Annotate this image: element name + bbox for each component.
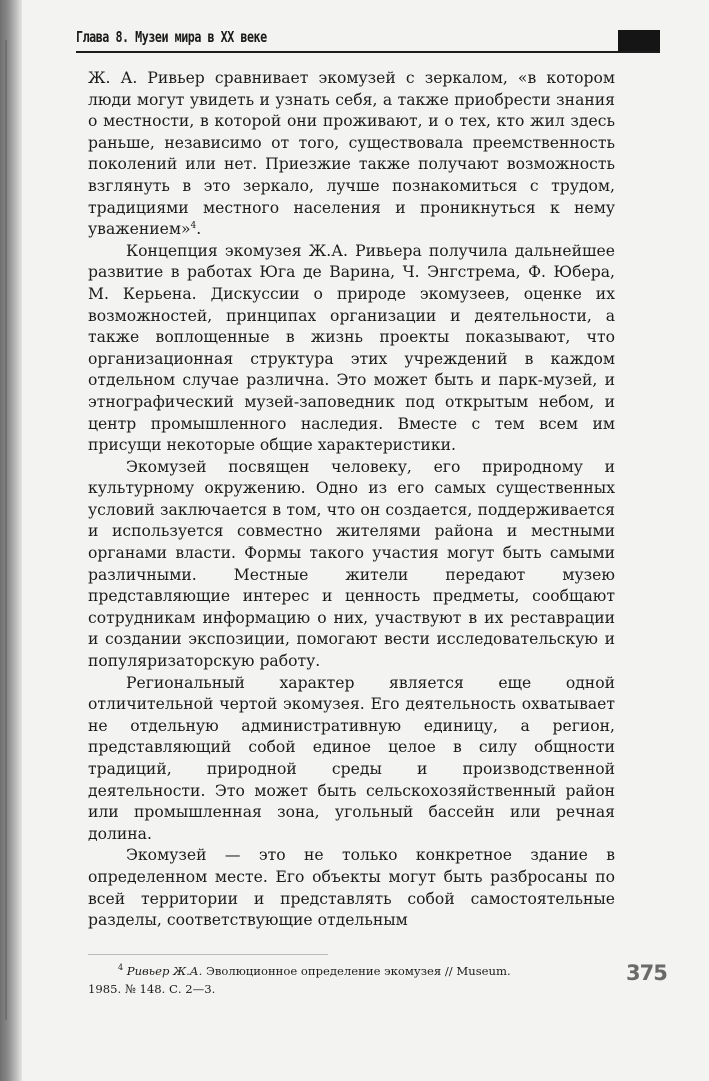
footnote-title: Эволюционное определение экомузея // Museum. (202, 964, 511, 978)
paragraph-5: Экомузей — это не только конкретное здание в определенном месте. Его объекты могут быть разбросаны по всей территории и представлять собой самостоятельные разделы, соответствующие отдельным (88, 846, 615, 930)
paragraph-4: Региональный характер является еще одной отличительной чертой экомузея. Его деятельность охватывает не отдельную административную единицу, а регион, представляющий собой единое целое в силу общности традиций, природной среды и производственной деятельности. Это может быть сельскохозяйственный район или промышленная зона, угольный бассейн или речная долина. (88, 673, 615, 843)
header-rule (76, 51, 660, 53)
footnote-number: 4 (118, 963, 124, 973)
page-number: 375 (626, 961, 667, 985)
page-header (76, 26, 660, 54)
footnote-reference: 4 (190, 220, 197, 231)
paragraph-3: Экомузей посвящен человеку, его природному и культурному окружению. Одно из его самых существенных условий заключается в том, что он создается, поддерживается и используется совместно жителями района и местными органами власти. Формы такого участия могут быть самыми различными. Местные жители передают музею представляющие интерес и ценность предметы, сообщают сотрудникам информацию о них, участвуют в их реставрации и создании экспозиции, помогают вести исследовательскую и популяризаторскую работу. (88, 457, 615, 671)
chapter-tab-marker (618, 30, 660, 52)
footnote-separator (88, 954, 328, 955)
footnote-line-1 (88, 962, 615, 980)
main-text (88, 68, 615, 932)
running-head: Глава 8. Музеи мира в XX веке (76, 28, 267, 46)
page-binding-shadow (0, 0, 22, 1081)
footnote-author: Ривьер Ж.А. (126, 964, 203, 978)
paragraph-2: Концепция экомузея Ж.А. Ривьера получила дальнейшее развитие в работах Юга де Варина, Ч. Энгстрема, Ф. Юбера, М. Керьена. Дискуссии о природе экомузеев, оценке их возможностей, принципах организации и деятельности, а также воплощенные в жизнь проекты показывают, что организационная структура этих учреждений в каждом отдельном случае различна. Это может быть и парк-музей, и этнографический музей-заповедник под открытым небом, и центр промышленного наследия. Вместе с тем всем им присущи некоторые общие характеристики. (88, 241, 615, 455)
paragraph-1-text: Ж. А. Ривьер сравнивает экомузей с зеркалом, «в котором люди могут увидеть и узнать себя, а также приобрести знания о местности, в которой они проживают, и о тех, кто жил здесь раньше, независимо от того, существовала преемственность поколений или нет. Приезжие также получают возможность взглянуть в это зеркало, лучше познакомиться с трудом, традициями местного населения и проникнуться к нему уважением» (88, 69, 615, 239)
footnote (88, 962, 615, 998)
footnote-line-2: 1985. № 148. С. 2—3. (88, 982, 216, 996)
paragraph-1: Ж. А. Ривьер сравнивает экомузей с зеркалом, «в котором люди могут увидеть и узнать себя, а также приобрести знания о местности, в которой они проживают, и о тех, кто жил здесь раньше, независимо от того, существовала преемственность поколений или нет. Приезжие также получают возможность взглянуть в это зеркало, лучше познакомиться с трудом, традициями местного населения и проникнуться к нему уважением»$^4$. (88, 69, 615, 239)
